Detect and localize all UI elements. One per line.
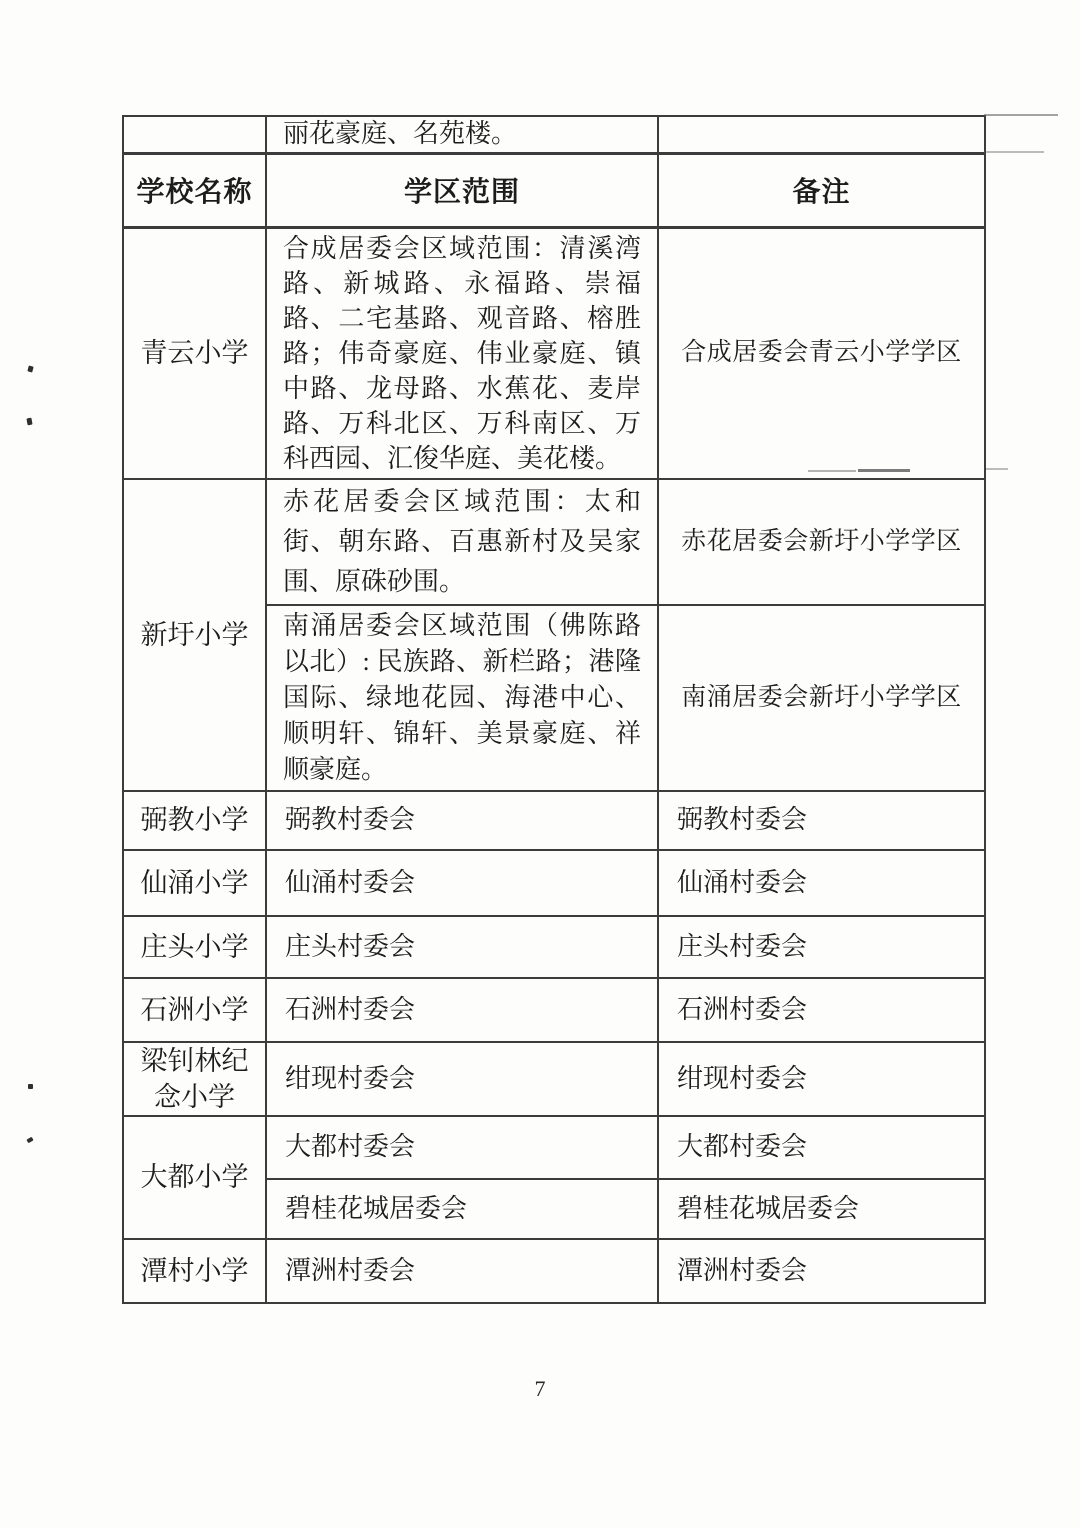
school-name-cell-empty [123,116,266,153]
school-name-cell: 石洲小学 [123,978,266,1042]
school-name-cell: 庄头小学 [123,916,266,978]
scan-streak [984,151,1044,153]
remark-cell: 石洲村委会 [658,978,985,1042]
school-district-table [122,115,986,1304]
school-name-cell: 大都小学 [123,1116,266,1239]
table-row-qingyun [123,227,985,479]
remark-cell: 绀现村委会 [658,1042,985,1116]
district-range-cell: 碧桂花城居委会 [266,1179,658,1239]
remark-cell: 南涌居委会新圩小学学区 [658,605,985,791]
district-range-cell: 大都村委会 [266,1116,658,1179]
remark-cell: 合成居委会青云小学学区 [658,227,985,479]
table-row-tancun [123,1239,985,1303]
school-name-cell: 青云小学 [123,227,266,479]
remark-cell-empty [658,116,985,153]
district-range-cell: 赤花居委会区域范围：太和街、朝东路、百惠新村及吴家围、原硃砂围。 [266,479,658,605]
district-range-cell: 石洲村委会 [266,978,658,1042]
scan-speck [28,1084,33,1089]
header-school-name: 学校名称 [123,153,266,227]
district-range-cell-carryover: 丽花豪庭、名苑楼。 [266,116,658,153]
district-range-cell: 潭洲村委会 [266,1239,658,1303]
remark-cell: 碧桂花城居委会 [658,1179,985,1239]
table-row-zhuangtou [123,916,985,978]
scan-streak [984,114,1058,116]
district-range-cell: 南涌居委会区域范围（佛陈路以北）: 民族路、新栏路；港隆国际、绿地花园、海港中心、顺明轩、锦轩、美景豪庭、祥顺豪庭。 [266,605,658,791]
scan-speck [27,365,33,372]
table-row-xianyong [123,850,985,916]
table-row-xinxu-1 [123,479,985,605]
school-name-cell: 梁钊林纪念小学 [123,1042,266,1116]
scan-streak [986,468,1008,470]
table-row-bijiao [123,791,985,850]
district-range-cell: 合成居委会区域范围：清溪湾路、新城路、永福路、崇福路、二宅基路、观音路、榕胜路；伟奇豪庭、伟业豪庭、镇中路、龙母路、水蕉花、麦岸路、万科北区、万科南区、万科西园、汇俊华庭、美花楼。 [266,227,658,479]
district-range-cell: 仙涌村委会 [266,850,658,916]
remark-cell: 大都村委会 [658,1116,985,1179]
remark-cell: 赤花居委会新圩小学学区 [658,479,985,605]
remark-cell: 潭洲村委会 [658,1239,985,1303]
district-range-cell: 庄头村委会 [266,916,658,978]
scan-speck [26,418,32,426]
table-row-shizhou [123,978,985,1042]
scan-speck [26,1137,33,1143]
table-row-dadu-1 [123,1116,985,1179]
school-name-cell: 弼教小学 [123,791,266,850]
school-name-cell: 潭村小学 [123,1239,266,1303]
scan-streak [808,470,856,472]
table-header-row [123,153,985,227]
district-range-cell: 绀现村委会 [266,1042,658,1116]
remark-cell: 庄头村委会 [658,916,985,978]
table-row-carryover [123,116,985,153]
page-number: 7 [534,1376,546,1401]
header-remark: 备注 [658,153,985,227]
remark-cell: 仙涌村委会 [658,850,985,916]
district-range-cell: 弼教村委会 [266,791,658,850]
header-district-range: 学区范围 [266,153,658,227]
remark-cell: 弼教村委会 [658,791,985,850]
table-row-liangzhaolin [123,1042,985,1116]
school-name-cell: 仙涌小学 [123,850,266,916]
scan-streak [858,469,910,472]
school-name-cell: 新圩小学 [123,479,266,791]
